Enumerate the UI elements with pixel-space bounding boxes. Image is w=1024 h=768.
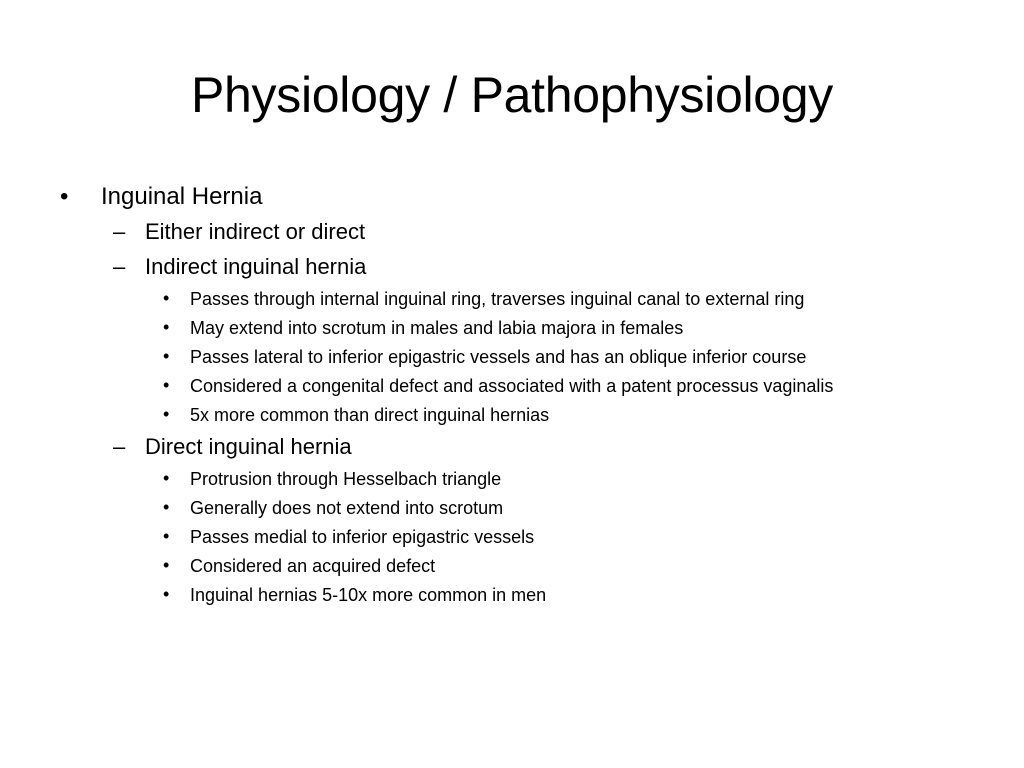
- slide-title: Physiology / Pathophysiology: [191, 67, 833, 123]
- bullet-item-l3: [56, 522, 960, 551]
- bullet-text: Inguinal hernias 5-10x more common in men: [190, 585, 547, 605]
- dash-icon: –: [113, 219, 126, 244]
- dash-icon: –: [113, 434, 126, 459]
- bullet-text: Either indirect or direct: [145, 219, 366, 244]
- bullet-text: Considered an acquired defect: [190, 556, 436, 576]
- bullet-item-l3: [56, 342, 960, 371]
- content-body: [56, 180, 976, 609]
- bullet-text: Direct inguinal hernia: [145, 434, 352, 459]
- bullet-icon: •: [163, 288, 170, 308]
- bullet-text: Passes lateral to inferior epigastric vessels and has an oblique inferior course: [190, 347, 807, 367]
- bullet-item-l3: [56, 464, 960, 493]
- dash-icon: –: [113, 254, 126, 279]
- bullet-text: Inguinal Hernia: [101, 183, 263, 210]
- bullet-text: 5x more common than direct inguinal hernias: [190, 405, 550, 425]
- bullet-icon: •: [163, 317, 170, 337]
- bullet-item-l3: [56, 400, 960, 429]
- bullet-icon: •: [163, 468, 170, 488]
- bullet-item-l3: [56, 284, 960, 313]
- bullet-icon: •: [163, 497, 170, 517]
- bullet-text: Generally does not extend into scrotum: [190, 498, 504, 518]
- bullet-icon: •: [163, 404, 170, 424]
- bullet-item-l3: [56, 313, 960, 342]
- bullet-item-l3: [56, 371, 960, 400]
- bullet-text: Passes medial to inferior epigastric vessels: [190, 527, 535, 547]
- bullet-text: May extend into scrotum in males and labia majora in females: [190, 318, 684, 338]
- bullet-item-l3: [56, 493, 960, 522]
- bullet-item-l2: [56, 249, 976, 284]
- bullet-icon: •: [163, 526, 170, 546]
- bullet-icon: •: [163, 584, 170, 604]
- bullet-item-l3: [56, 551, 960, 580]
- bullet-item-l3: [56, 580, 960, 609]
- bullet-icon: •: [60, 183, 69, 210]
- bullet-icon: •: [163, 555, 170, 575]
- bullet-item-l2: [56, 214, 976, 249]
- bullet-icon: •: [163, 375, 170, 395]
- bullet-item-l1: [56, 180, 976, 214]
- bullet-text: Considered a congenital defect and associated with a patent processus vaginalis: [190, 376, 834, 396]
- bullet-item-l2: [56, 429, 976, 464]
- bullet-text: Protrusion through Hesselbach triangle: [190, 469, 502, 489]
- bullet-text: Indirect inguinal hernia: [145, 254, 367, 279]
- bullet-text: Passes through internal inguinal ring, traverses inguinal canal to external ring: [190, 289, 805, 309]
- bullet-icon: •: [163, 346, 170, 366]
